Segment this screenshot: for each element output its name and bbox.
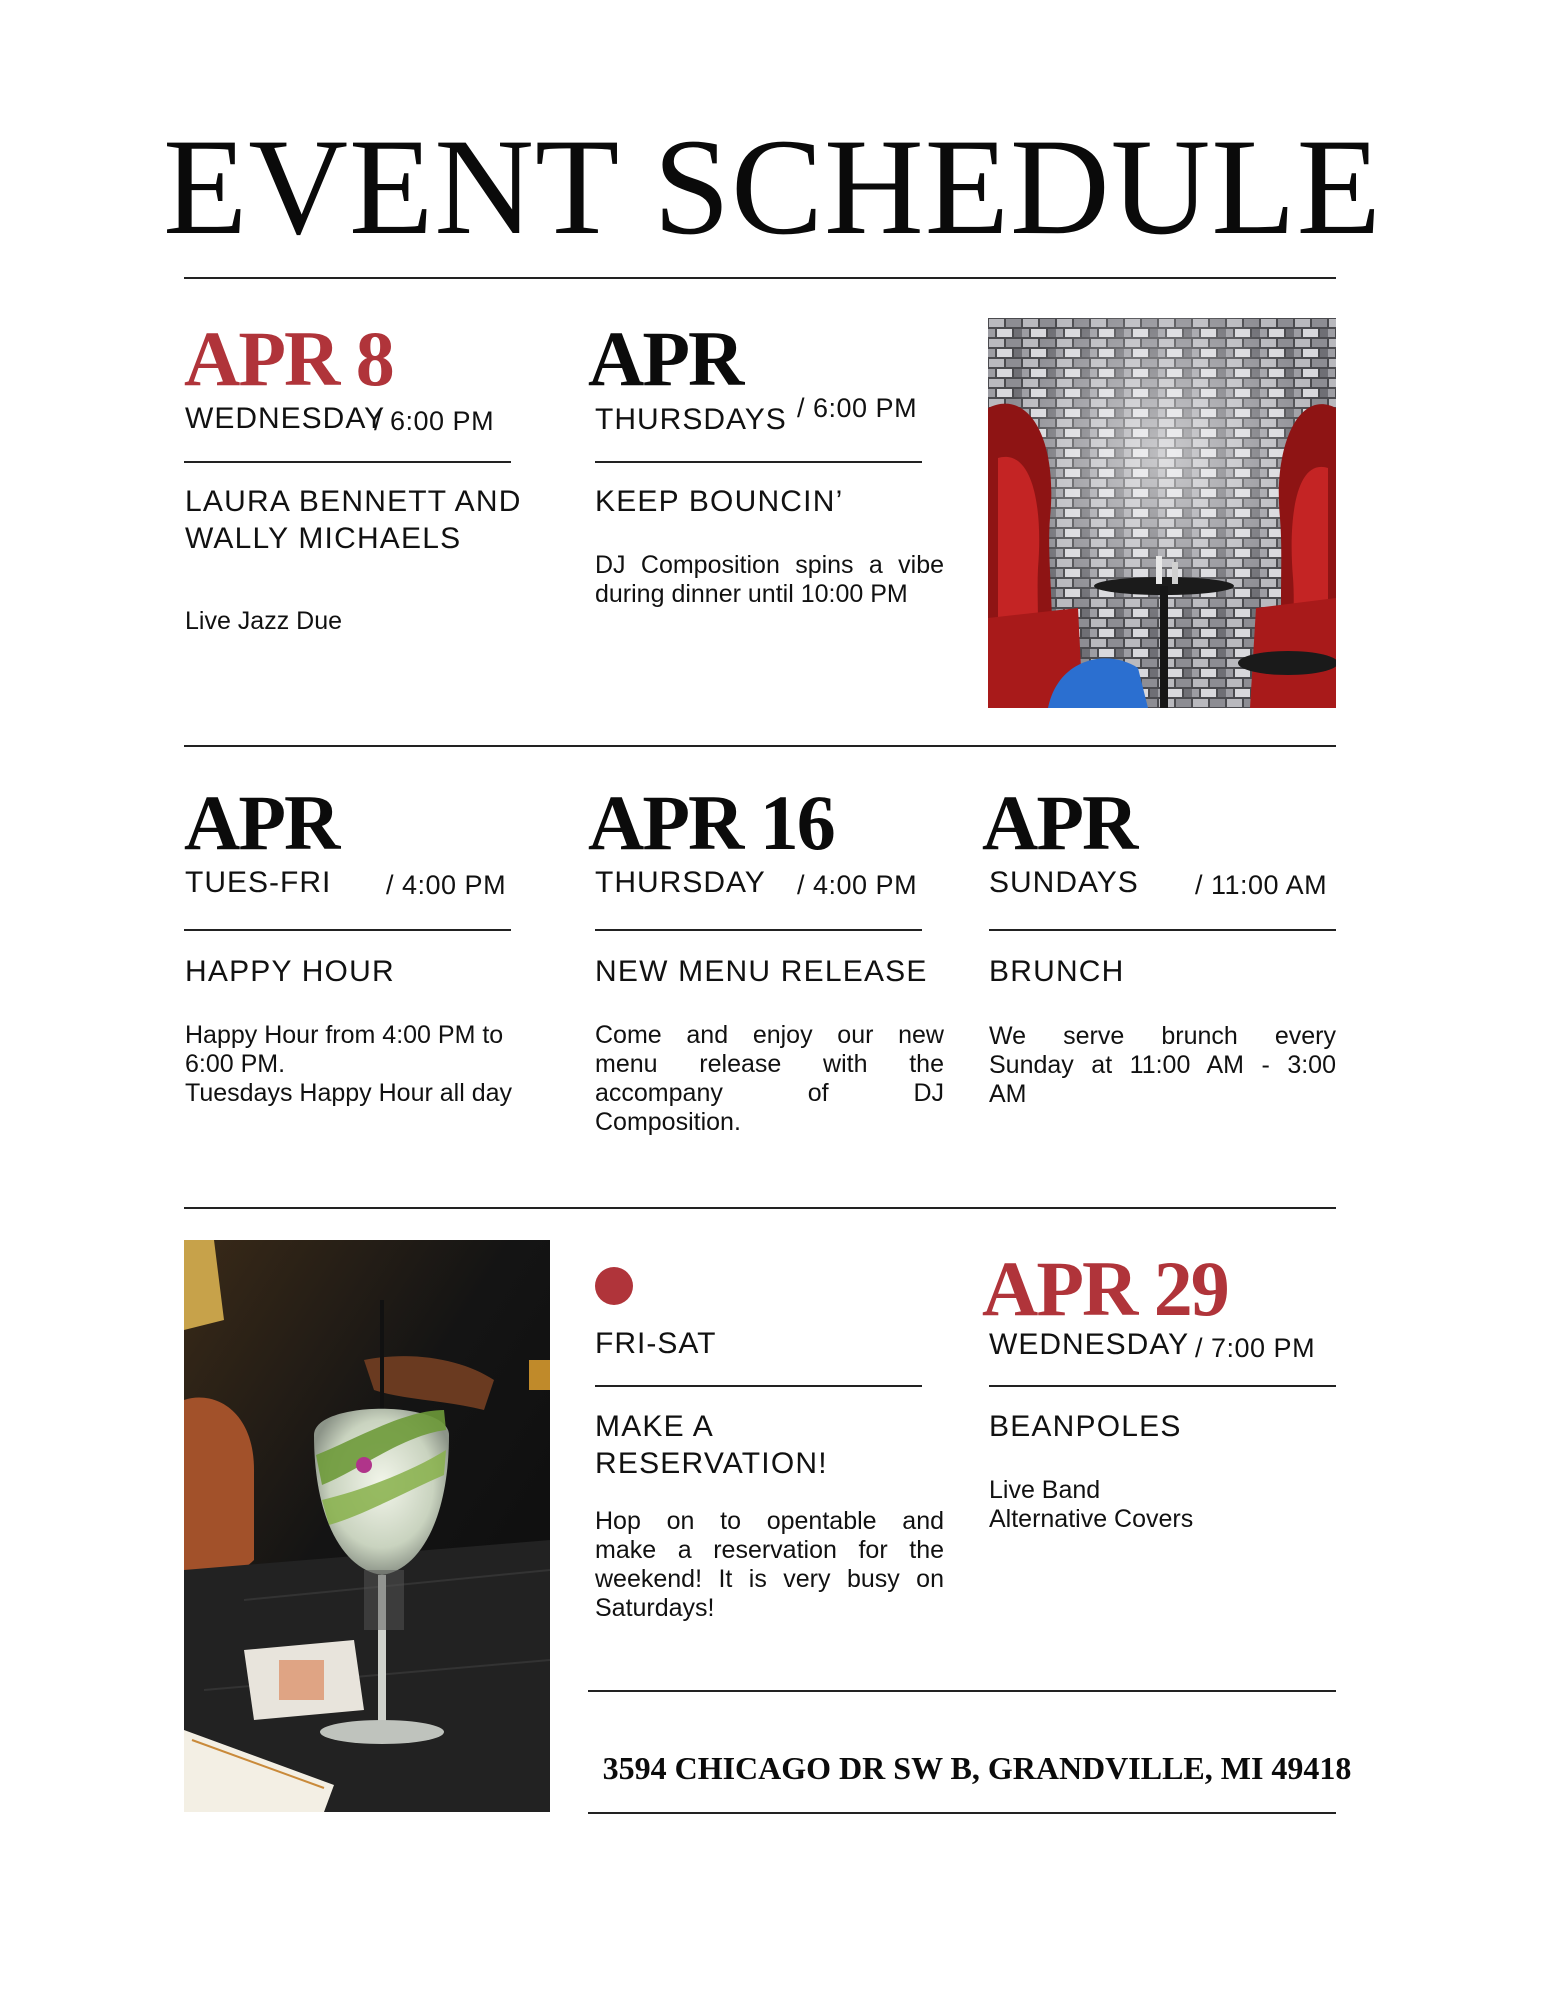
description-line: Sunday at 11:00 AM - 3:00: [989, 1051, 1336, 1079]
event-divider: [184, 461, 511, 463]
event-time: / 4:00 PM: [797, 870, 918, 900]
description-line: Hop on to opentable and: [595, 1507, 944, 1535]
description-line: Saturdays!: [595, 1594, 715, 1622]
description-line: during dinner until 10:00 PM: [595, 580, 908, 608]
description-line: DJ Composition spins a vibe: [595, 551, 944, 579]
event-date: APR 16: [588, 779, 834, 866]
event-description: [989, 1476, 1336, 1534]
description-line: Live Band: [989, 1476, 1101, 1504]
event-name: BRUNCH: [989, 955, 1125, 988]
cocktail-photo: [184, 1240, 550, 1812]
description-line: Live Jazz Due: [185, 607, 343, 635]
event-description: [185, 1021, 540, 1108]
title-divider: [184, 277, 1336, 279]
event-day: FRI-SAT: [595, 1327, 717, 1360]
description-line: menu release with the: [595, 1050, 944, 1078]
event-time: / 11:00 AM: [1195, 870, 1328, 900]
event-divider: [989, 1385, 1336, 1387]
description-line: make a reservation for the: [595, 1536, 944, 1564]
restaurant-interior-photo: [988, 318, 1336, 708]
section-divider: [184, 745, 1336, 747]
event-date: APR 8: [184, 315, 393, 402]
event-divider: [595, 1385, 922, 1387]
accent-dot: [595, 1267, 633, 1305]
event-date: APR 29: [982, 1245, 1228, 1332]
event-name: LAURA BENNETT AND WALLY MICHAELS: [185, 485, 522, 555]
description-line: 6:00 PM.: [185, 1050, 286, 1078]
venue-address: 3594 CHICAGO DR SW B, GRANDVILLE, MI 49418: [602, 1750, 1352, 1786]
description-line: Happy Hour from 4:00 PM to: [185, 1021, 504, 1049]
event-description: [595, 1021, 944, 1137]
description-line: Alternative Covers: [989, 1505, 1194, 1533]
description-line: We serve brunch every: [989, 1022, 1336, 1050]
event-divider: [595, 929, 922, 931]
event-time: / 4:00 PM: [386, 870, 507, 900]
description-line: Composition.: [595, 1108, 741, 1136]
description-line: weekend! It is very busy on: [595, 1565, 944, 1593]
event-divider: [989, 929, 1336, 931]
event-time: / 6:00 PM: [374, 406, 495, 436]
event-time: / 7:00 PM: [1195, 1333, 1316, 1363]
event-date: APR: [184, 779, 339, 866]
event-name: BEANPOLES: [989, 1410, 1182, 1443]
description-line: Tuesdays Happy Hour all day: [185, 1079, 513, 1107]
description-line: Come and enjoy our new: [595, 1021, 944, 1049]
event-date: APR: [982, 779, 1137, 866]
event-day: WEDNESDAY: [989, 1328, 1190, 1361]
event-name: NEW MENU RELEASE: [595, 955, 928, 988]
event-name: HAPPY HOUR: [185, 955, 395, 988]
event-day: TUES-FRI: [185, 866, 332, 899]
event-day: WEDNESDAY: [185, 402, 386, 435]
description-line: accompany of DJ: [595, 1079, 944, 1107]
event-day: SUNDAYS: [989, 866, 1139, 899]
event-time: / 6:00 PM: [797, 393, 918, 423]
description-line: AM: [989, 1080, 1027, 1108]
cocktail-image: [184, 1240, 550, 1812]
mirror-wall-image: [988, 318, 1336, 708]
event-description: [185, 607, 525, 636]
event-divider: [595, 461, 922, 463]
address-top-divider: [588, 1690, 1336, 1692]
address-bottom-divider: [588, 1812, 1336, 1814]
page-title: EVENT SCHEDULE: [163, 110, 1382, 263]
event-name: MAKE A RESERVATION!: [595, 1410, 828, 1480]
event-divider: [184, 929, 511, 931]
event-description: [595, 1507, 944, 1623]
event-description: [989, 1022, 1336, 1109]
event-description: [595, 551, 944, 609]
event-day: THURSDAY: [595, 866, 766, 899]
event-date: APR: [588, 315, 743, 402]
event-day: THURSDAYS: [595, 403, 787, 436]
event-name: KEEP BOUNCIN’: [595, 485, 844, 518]
section-divider: [184, 1207, 1336, 1209]
